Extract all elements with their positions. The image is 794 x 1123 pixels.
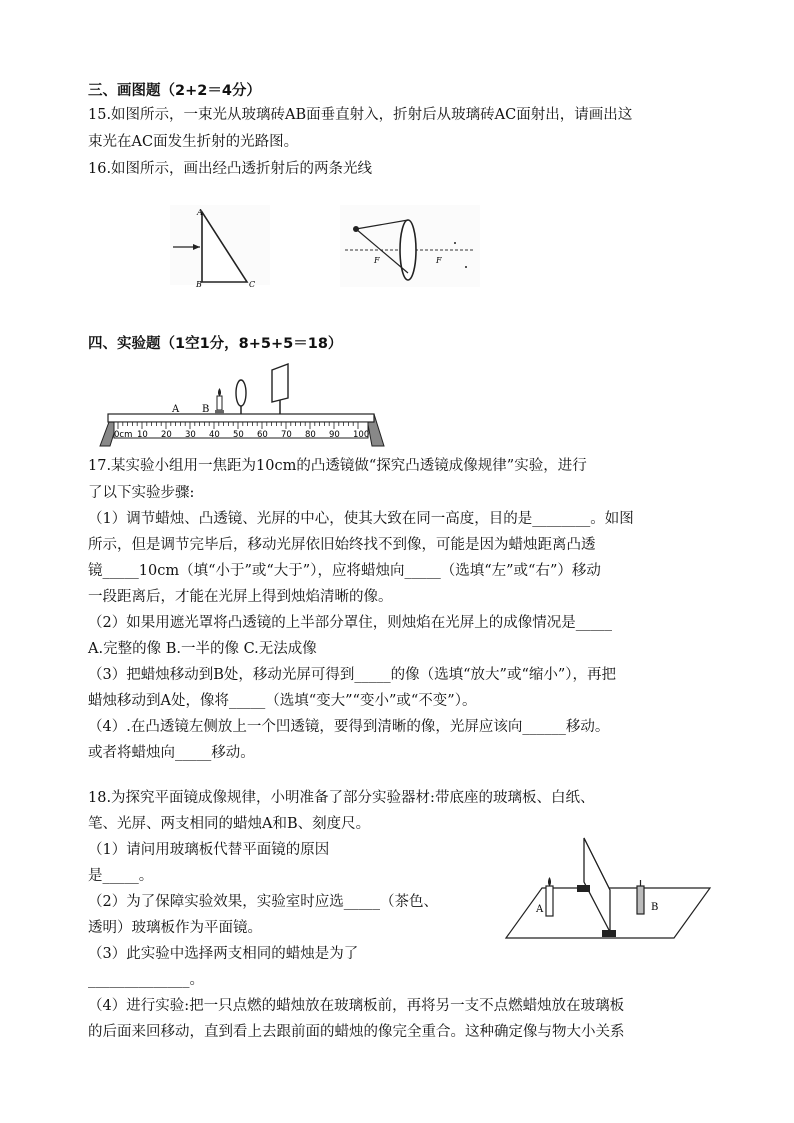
scale-tick-label: 50 [233,430,244,440]
candle-holder [215,410,224,414]
scale-tick-label: 100 [353,430,370,440]
scale-tick-label: 0cm [114,430,133,440]
focal-point-left: F [374,256,380,265]
scale-tick-label: 20 [161,430,172,440]
q18-line-1: 18.为探究平面镜成像规律，小明准备了部分实验器材:带底座的玻璃板、白纸、 [88,790,595,806]
scale-tick-label: 90 [329,430,340,440]
bench-rail [108,414,374,422]
candle-a-label: A [536,904,544,915]
question-15-line-2: 束光在AC面发生折射的光路图。 [88,134,299,150]
prism-label-c: C [249,280,256,289]
q17-line-4: 所示，但是调节完毕后，移动光屏依旧始终找不到像，可能是因为蜡烛距离凸透 [88,537,596,553]
convex-lens-figure [340,205,480,287]
scale-tick-label: 80 [305,430,316,440]
plate-clip-bottom [602,930,616,937]
question-16-text: 16.如图所示，画出经凸透折射后的两条光线 [88,161,373,177]
scale-tick-label: 70 [281,430,292,440]
bench-lens [236,380,246,406]
q17-line-9: （3）把蜡烛移动到B处，移动光屏可得到_____的像（选填“放大”或“缩小”），再把 [88,667,617,683]
question-15-line-1: 15.如图所示，一束光从玻璃砖AB面垂直射入，折射后从玻璃砖AC面射出，请画出这 [88,107,633,123]
position-label-a: A [172,404,180,415]
q17-line-12: 或者将蜡烛向_____移动。 [88,745,255,761]
q18-line-10: 的后面来回移动，直到看上去跟前面的蜡烛的像完全重合。这种确定像与物大小关系 [88,1024,625,1040]
light-screen [272,364,288,402]
plane-mirror-figure [504,830,714,945]
position-label-b: B [202,404,210,415]
q18-line-8: ______________。 [88,972,204,988]
candle-a [546,886,553,916]
q17-options: A.完整的像 B.一半的像 C.无法成像 [88,641,317,657]
q18-line-5: （2）为了保障实验效果，实验室时应选_____（茶色、 [88,894,438,910]
section-heading-experiment: 四、实验题（1空1分，8+5+5＝18） [88,336,343,352]
scale-tick-label: 30 [185,430,196,440]
section-heading-drawing: 三、画图题（2+2＝4分） [88,83,261,99]
plate-clip-top [577,885,590,892]
q17-line-3: （1）调节蜡烛、凸透镜、光屏的中心，使其大致在同一高度，目的是________。如图 [88,511,634,527]
prism-label-b: B [196,280,202,289]
q18-line-2: 笔、光屏、两支相同的蜡烛A和B、刻度尺。 [88,816,371,832]
q18-line-7: （3）此实验中选择两支相同的蜡烛是为了 [88,946,359,962]
candle-b [637,886,644,914]
prism-figure [165,200,275,292]
q18-line-9: （4）进行实验:把一只点燃的蜡烛放在玻璃板前，再将另一支不点燃蜡烛放在玻璃板 [88,998,625,1014]
candle [217,396,222,410]
candle-flame-icon [548,877,551,886]
dot-mark [454,242,456,244]
q17-line-10: 蜡烛移动到A处，像将_____（选填“变大”“变小”或“不变”）。 [88,693,477,709]
candle-flame-icon [218,388,221,396]
optical-bench-figure [96,358,386,450]
dot-mark [465,266,467,268]
q17-line-7: （2）如果用遮光罩将凸透镜的上半部分罩住，则烛焰在光屏上的成像情况是_____ [88,615,612,631]
q18-line-4: 是_____。 [88,868,154,884]
scale-tick-label: 60 [257,430,268,440]
q17-line-2: 了以下实验步骤: [88,485,195,501]
q17-line-11: （4）.在凸透镜左侧放上一个凹透镜，要得到清晰的像，光屏应该向______移动。 [88,719,610,735]
q17-line-1: 17.某实验小组用一焦距为10cm的凸透镜做“探究凸透镜成像规律”实验，进行 [88,458,587,474]
q17-line-5: 镜_____10cm（填“小于”或“大于”），应将蜡烛向_____（选填“左”或“右”）移动 [88,563,601,579]
scale-tick-label: 40 [209,430,220,440]
candle-b-label: B [651,902,659,913]
q18-line-6: 透明）玻璃板作为平面镜。 [88,920,262,936]
focal-point-right: F [436,256,442,265]
scale-tick-label: 10 [137,430,148,440]
q17-line-6: 一段距离后，才能在光屏上得到烛焰清晰的像。 [88,589,393,605]
convex-lens [400,220,416,280]
prism-label-a: A [197,208,203,217]
q18-line-3: （1）请问用玻璃板代替平面镜的原因 [88,842,330,858]
